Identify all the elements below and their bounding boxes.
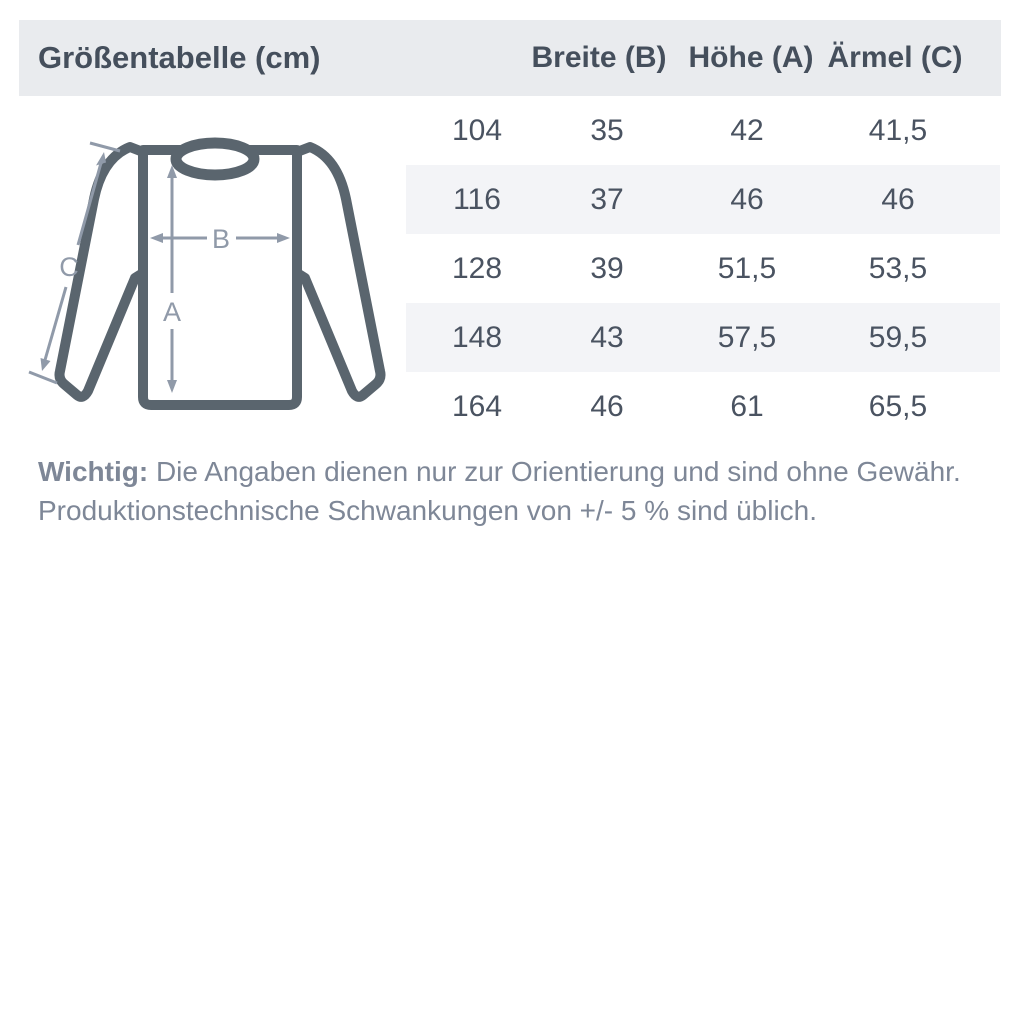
disclaimer-line-1 bbox=[38, 452, 968, 491]
aermel-value: 65,5 bbox=[868, 389, 928, 423]
dimension-label-c: C bbox=[59, 252, 79, 282]
aermel-value: 53,5 bbox=[868, 251, 928, 285]
disclaimer-line-2: Produktionstechnische Schwankungen von +/- 5 % sind üblich. bbox=[38, 495, 818, 526]
shirt-body bbox=[143, 150, 297, 405]
size-table bbox=[406, 96, 1000, 441]
breite-value: 46 bbox=[590, 389, 624, 423]
dimension-label-a: A bbox=[162, 297, 182, 327]
table-row bbox=[406, 234, 1000, 303]
arrow-c-head-bottom bbox=[41, 358, 51, 371]
shirt-collar bbox=[176, 143, 254, 175]
size-chart-header-bar bbox=[19, 20, 1001, 96]
arrow-c-top-cap bbox=[90, 143, 120, 151]
size-value: 104 bbox=[451, 113, 503, 147]
breite-value: 43 bbox=[590, 320, 624, 354]
size-value: 164 bbox=[451, 389, 503, 423]
size-value: 128 bbox=[451, 251, 503, 285]
aermel-value: 59,5 bbox=[868, 320, 928, 354]
disclaimer-prefix: Wichtig: bbox=[38, 456, 149, 487]
table-row bbox=[406, 165, 1000, 234]
hoehe-value: 46 bbox=[730, 182, 764, 216]
shirt-measurement-diagram bbox=[10, 125, 430, 455]
arrow-c-bottom-cap bbox=[29, 372, 57, 383]
column-header-hoehe: Höhe (A) bbox=[688, 41, 814, 74]
table-row bbox=[406, 372, 1000, 441]
breite-value: 35 bbox=[590, 113, 624, 147]
dimension-label-b: B bbox=[211, 224, 231, 254]
hoehe-value: 61 bbox=[730, 389, 764, 423]
shirt-right-sleeve bbox=[297, 147, 381, 397]
aermel-value: 41,5 bbox=[868, 113, 928, 147]
size-value: 148 bbox=[451, 320, 503, 354]
column-header-aermel: Ärmel (C) bbox=[827, 41, 963, 74]
breite-value: 37 bbox=[590, 182, 624, 216]
breite-value: 39 bbox=[590, 251, 624, 285]
hoehe-value: 42 bbox=[730, 113, 764, 147]
table-row bbox=[406, 96, 1000, 165]
disclaimer-note bbox=[38, 452, 968, 530]
hoehe-value: 51,5 bbox=[717, 251, 777, 285]
size-chart-title: Größentabelle (cm) bbox=[38, 40, 321, 75]
size-value: 116 bbox=[453, 182, 501, 216]
aermel-value: 46 bbox=[881, 182, 915, 216]
disclaimer-text: Die Angaben dienen nur zur Orientierung und sind ohne Gewähr. bbox=[155, 456, 961, 487]
table-row bbox=[406, 303, 1000, 372]
hoehe-value: 57,5 bbox=[717, 320, 777, 354]
column-header-breite: Breite (B) bbox=[531, 41, 667, 74]
